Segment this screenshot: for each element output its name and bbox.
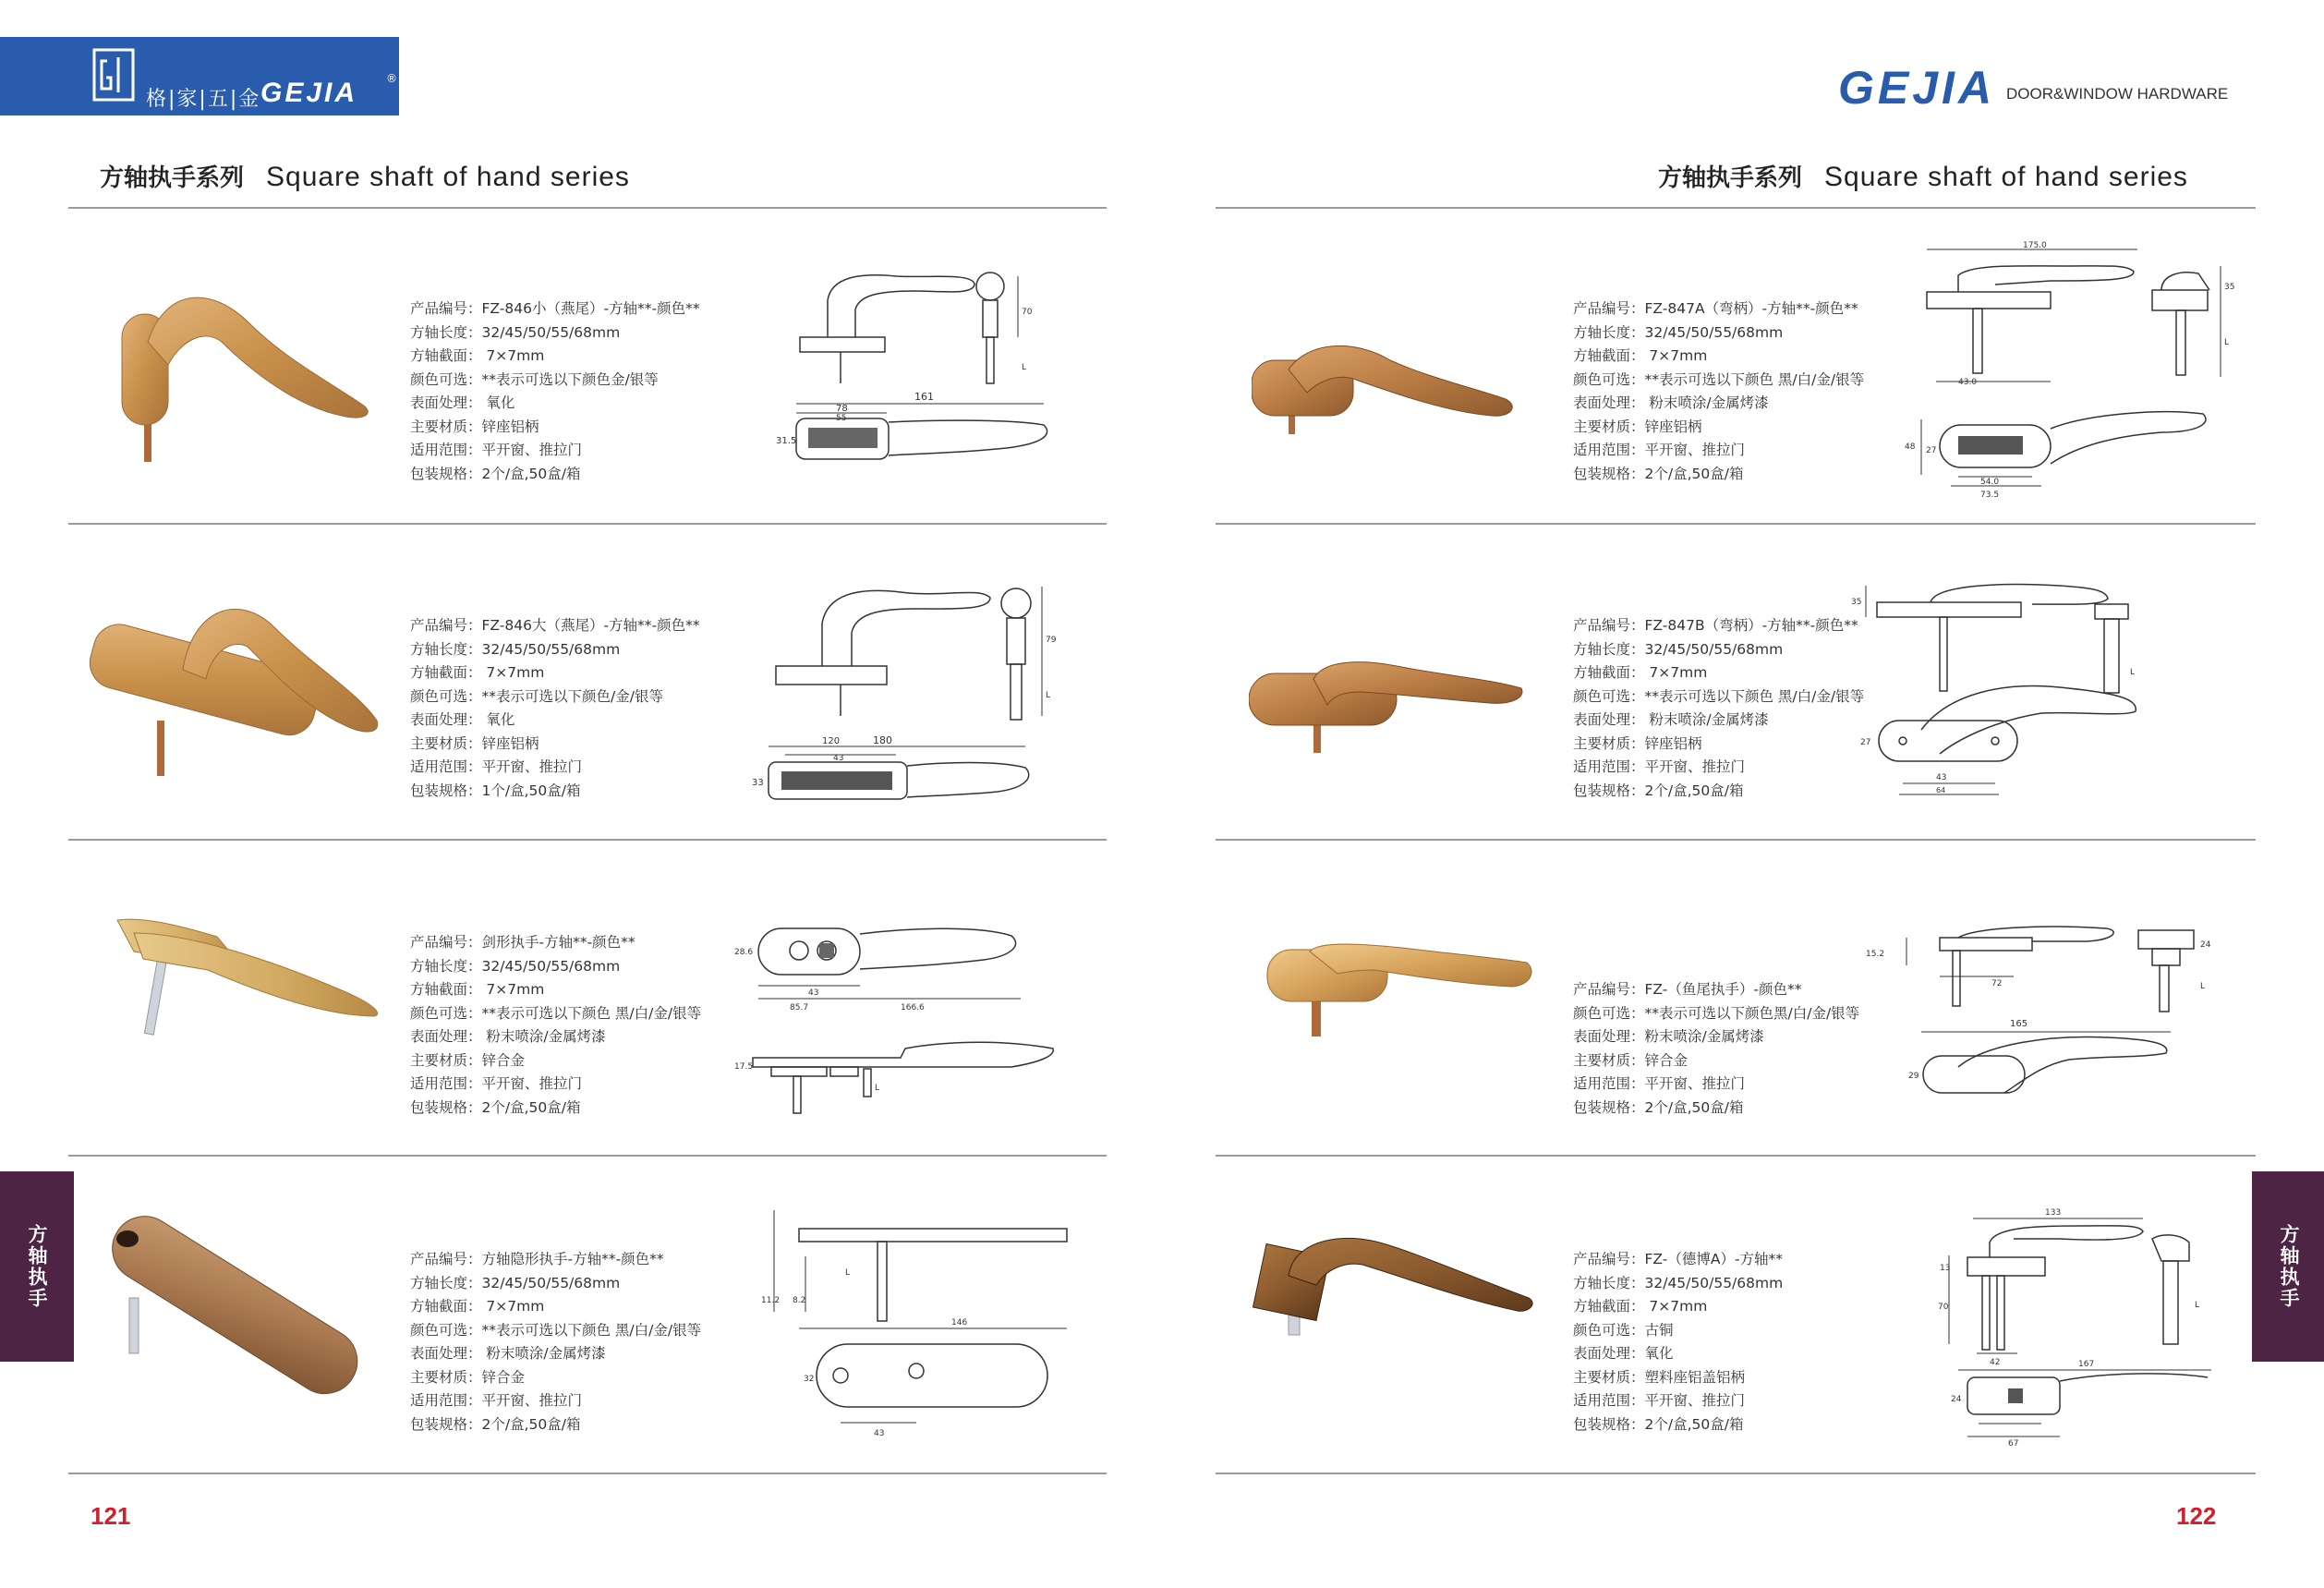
spec-line: 适用范围：平开窗、推拉门 bbox=[410, 1075, 583, 1092]
spec-line: 方轴长度：32/45/50/55/68mm bbox=[1573, 640, 1784, 658]
spec-line: 产品编号：FZ-847B（弯柄）-方轴**-颜色** bbox=[1573, 617, 1858, 634]
dim-label: 180 bbox=[873, 734, 892, 746]
spec-line: 产品编号：剑形执手-方轴**-颜色** bbox=[410, 934, 635, 951]
divider bbox=[68, 1473, 1107, 1474]
series-title-en: Square shaft of hand series bbox=[266, 162, 630, 192]
dim-label: 32 bbox=[804, 1375, 815, 1384]
dim-label: 29 bbox=[1908, 1072, 1919, 1081]
dim-label: 161 bbox=[914, 391, 934, 403]
spec-line: 产品编号：FZ-846小（燕尾）-方轴**-颜色** bbox=[410, 300, 700, 317]
spec-line: 适用范围：平开窗、推拉门 bbox=[1573, 1075, 1746, 1092]
dim-label: 166.6 bbox=[901, 1003, 925, 1012]
spec-line: 方轴长度：32/45/50/55/68mm bbox=[1573, 323, 1784, 341]
spec-line: 方轴长度：32/45/50/55/68mm bbox=[410, 640, 621, 658]
series-title-right bbox=[1658, 159, 2188, 193]
dim-label: 13 bbox=[1940, 1264, 1951, 1273]
dim-label: 24 bbox=[1951, 1395, 1962, 1404]
spec-line: 主要材质：锌座铝柄 bbox=[410, 418, 539, 435]
technical-drawing-846-small bbox=[767, 263, 1071, 476]
spec-line: 适用范围：平开窗、推拉门 bbox=[1573, 1392, 1746, 1409]
divider bbox=[1216, 1155, 2256, 1157]
spec-line: 方轴长度：32/45/50/55/68mm bbox=[1573, 1274, 1784, 1291]
spec-line: 表面处理： 氧化 bbox=[410, 711, 515, 728]
dim-label: 42 bbox=[1990, 1358, 2001, 1367]
spec-line: 包装规格：2个/盒,50盒/箱 bbox=[410, 1098, 581, 1116]
spec-line: 方轴截面： 7×7mm bbox=[410, 981, 545, 998]
side-tab-label: 方轴执手 bbox=[2278, 1224, 2300, 1309]
dim-label: 35 bbox=[1851, 598, 1862, 607]
dim-label: L bbox=[2224, 338, 2230, 347]
dim-label: 70 bbox=[1938, 1303, 1949, 1312]
dim-label: 146 bbox=[951, 1318, 968, 1327]
spec-line: 主要材质：锌座铝柄 bbox=[1573, 418, 1702, 435]
product-photo-846-small bbox=[111, 277, 388, 462]
dim-label: 11.2 bbox=[761, 1296, 781, 1305]
dim-label: L bbox=[2195, 1301, 2200, 1310]
side-tab-label: 方轴执手 bbox=[26, 1224, 48, 1309]
dim-label: L bbox=[1046, 691, 1051, 700]
dim-label: L bbox=[2200, 982, 2206, 991]
spec-line: 颜色可选：**表示可选以下颜色/金/银等 bbox=[410, 687, 663, 705]
dim-label: L bbox=[845, 1268, 851, 1278]
dim-label: 167 bbox=[2078, 1360, 2095, 1369]
spec-line: 方轴截面： 7×7mm bbox=[410, 664, 545, 681]
dim-label: 133 bbox=[2045, 1208, 2062, 1218]
spec-line: 适用范围：平开窗、推拉门 bbox=[1573, 758, 1746, 775]
spec-line: 方轴长度：32/45/50/55/68mm bbox=[410, 1274, 621, 1291]
dim-label: 48 bbox=[1905, 442, 1916, 452]
spec-line: 方轴截面： 7×7mm bbox=[1573, 664, 1708, 681]
spec-line: 表面处理：粉末喷涂/金属烤漆 bbox=[1573, 1028, 1764, 1045]
dim-label: 73.5 bbox=[1980, 491, 2000, 500]
spec-line: 产品编号：方轴隐形执手-方轴**-颜色** bbox=[410, 1251, 664, 1267]
spec-line: 主要材质：锌座铝柄 bbox=[410, 734, 539, 752]
dim-label: 78 bbox=[836, 404, 848, 414]
technical-drawing-846-large bbox=[748, 577, 1062, 804]
spec-list bbox=[410, 1248, 701, 1436]
spec-line: 表面处理：氧化 bbox=[1573, 1345, 1674, 1362]
divider bbox=[68, 523, 1107, 525]
brand-cn: 格|家|五|金 bbox=[146, 88, 261, 111]
dim-label: 24 bbox=[2200, 940, 2211, 950]
product-photo-fishtail bbox=[1264, 933, 1541, 1044]
spec-line: 方轴截面： 7×7mm bbox=[410, 347, 545, 364]
dim-label: 175.0 bbox=[2023, 241, 2047, 250]
spec-line: 适用范围：平开窗、推拉门 bbox=[1573, 442, 1746, 458]
series-title-left bbox=[100, 159, 630, 193]
product-photo-847A bbox=[1252, 333, 1519, 443]
spec-line: 颜色可选：**表示可选以下颜色 黑/白/金/银等 bbox=[1573, 687, 1865, 705]
spec-line: 方轴长度：32/45/50/55/68mm bbox=[410, 323, 621, 341]
divider bbox=[1216, 523, 2256, 525]
dim-label: L bbox=[875, 1084, 880, 1093]
spec-line: 产品编号：FZ-847A（弯柄）-方轴**-颜色** bbox=[1573, 300, 1858, 317]
spec-line: 产品编号：FZ-（德博A）-方轴** bbox=[1573, 1251, 1784, 1267]
product-photo-847B bbox=[1249, 651, 1526, 762]
technical-drawing-sword-handle bbox=[734, 919, 1067, 1122]
dim-label: L bbox=[1022, 363, 1027, 372]
series-title-cn: 方轴执手系列 bbox=[100, 164, 245, 192]
dim-label: 27 bbox=[1926, 446, 1937, 455]
dim-label: 35 bbox=[2224, 283, 2235, 292]
dim-label: 79 bbox=[1046, 636, 1057, 645]
spec-line: 方轴长度：32/45/50/55/68mm bbox=[410, 957, 621, 975]
spec-line: 颜色可选：**表示可选以下颜色金/银等 bbox=[410, 370, 659, 388]
spec-line: 方轴截面： 7×7mm bbox=[410, 1298, 545, 1315]
product-photo-846-large bbox=[81, 591, 386, 785]
divider bbox=[1216, 1473, 2256, 1474]
product-photo-debo-A bbox=[1252, 1233, 1538, 1344]
spec-line: 包装规格：2个/盒,50盒/箱 bbox=[410, 465, 581, 482]
spec-line: 表面处理： 粉末喷涂/金属烤漆 bbox=[1573, 711, 1769, 728]
dim-label: 120 bbox=[822, 736, 841, 746]
divider bbox=[68, 1155, 1107, 1157]
side-tab-right bbox=[2252, 1171, 2324, 1362]
dim-label: 72 bbox=[1991, 979, 2003, 988]
spec-line: 方轴截面： 7×7mm bbox=[1573, 1298, 1708, 1315]
spec-line: 主要材质：塑料座铝盖铝柄 bbox=[1573, 1368, 1746, 1386]
dim-label: 55 bbox=[836, 414, 847, 423]
dim-label: 43 bbox=[833, 754, 844, 763]
divider bbox=[68, 207, 1107, 209]
spec-line: 主要材质：锌合金 bbox=[410, 1368, 526, 1386]
series-title-en: Square shaft of hand series bbox=[1824, 162, 2188, 192]
series-title-cn: 方轴执手系列 bbox=[1658, 164, 1803, 192]
spec-line: 表面处理： 粉末喷涂/金属烤漆 bbox=[410, 1345, 606, 1362]
spec-line: 包装规格：2个/盒,50盒/箱 bbox=[1573, 782, 1744, 799]
dim-label: 64 bbox=[1936, 786, 1946, 794]
spec-line: 颜色可选：**表示可选以下颜色 黑/白/金/银等 bbox=[410, 1004, 702, 1022]
dim-label: 165 bbox=[2010, 1019, 2028, 1029]
spec-line: 产品编号：FZ-846大（燕尾）-方轴**-颜色** bbox=[410, 617, 700, 634]
dim-label: 15.2 bbox=[1866, 950, 1885, 959]
dim-label: 8.2 bbox=[793, 1296, 806, 1305]
technical-drawing-847B bbox=[1847, 573, 2161, 804]
spec-line: 表面处理： 粉末喷涂/金属烤漆 bbox=[1573, 394, 1769, 411]
dim-label: 43 bbox=[1936, 773, 1947, 782]
spec-line: 主要材质：锌合金 bbox=[1573, 1051, 1689, 1069]
technical-drawing-fishtail bbox=[1866, 919, 2245, 1113]
spec-list bbox=[410, 931, 701, 1120]
dim-label: 33 bbox=[752, 778, 764, 788]
product-photo-hidden-handle bbox=[92, 1215, 369, 1400]
page-number-right: 122 bbox=[2176, 1502, 2217, 1530]
spec-line: 颜色可选：古铜 bbox=[1573, 1321, 1674, 1339]
spec-line: 颜色可选：**表示可选以下颜色 黑/白/金/银等 bbox=[1573, 370, 1865, 388]
dim-label: 85.7 bbox=[790, 1003, 809, 1012]
spec-list bbox=[1573, 614, 1864, 803]
dim-label: L bbox=[2130, 668, 2136, 677]
side-tab-left bbox=[0, 1171, 74, 1362]
spec-line: 包装规格：2个/盒,50盒/箱 bbox=[1573, 1415, 1744, 1433]
brand-tagline: DOOR&WINDOW HARDWARE bbox=[2006, 85, 2229, 103]
divider bbox=[1216, 839, 2256, 841]
product-photo-sword-handle bbox=[106, 915, 393, 1044]
spec-line: 产品编号：FZ-（鱼尾执手）-颜色** bbox=[1573, 981, 1802, 998]
page-number-left: 121 bbox=[91, 1502, 131, 1530]
dim-label: 67 bbox=[2008, 1439, 2019, 1449]
dim-label: 70 bbox=[1022, 308, 1033, 317]
dim-label: 43 bbox=[874, 1429, 885, 1438]
spec-line: 主要材质：锌合金 bbox=[410, 1051, 526, 1069]
technical-drawing-hidden-handle bbox=[757, 1201, 1090, 1455]
divider bbox=[68, 839, 1107, 841]
registered-mark: ® bbox=[386, 72, 397, 85]
dim-label: 27 bbox=[1860, 738, 1871, 747]
brand-en: GEJIA bbox=[260, 78, 358, 108]
spec-line: 主要材质：锌座铝柄 bbox=[1573, 734, 1702, 752]
spec-list bbox=[410, 297, 700, 486]
spec-list bbox=[410, 614, 700, 803]
spec-line: 方轴截面： 7×7mm bbox=[1573, 347, 1708, 364]
spec-list bbox=[1573, 978, 1859, 1120]
brand-bar bbox=[0, 37, 399, 115]
spec-line: 表面处理： 粉末喷涂/金属烤漆 bbox=[410, 1028, 606, 1045]
spec-list bbox=[1573, 1248, 1783, 1436]
dim-label: 54.0 bbox=[1980, 478, 2000, 487]
dim-label: 17.5 bbox=[734, 1062, 754, 1072]
dim-label: 28.6 bbox=[734, 948, 754, 957]
gejia-logo-icon bbox=[92, 48, 135, 102]
spec-line: 适用范围：平开窗、推拉门 bbox=[410, 1392, 583, 1409]
dim-label: 43.0 bbox=[1958, 378, 1978, 387]
spec-line: 颜色可选：**表示可选以下颜色 黑/白/金/银等 bbox=[410, 1321, 702, 1339]
technical-drawing-847A bbox=[1884, 238, 2254, 506]
spec-line: 颜色可选：**表示可选以下颜色黑/白/金/银等 bbox=[1573, 1004, 1860, 1022]
dim-label: 31.5 bbox=[776, 436, 797, 446]
spec-list bbox=[1573, 297, 1864, 486]
spec-line: 包装规格：2个/盒,50盒/箱 bbox=[1573, 1098, 1744, 1116]
spec-line: 适用范围：平开窗、推拉门 bbox=[410, 442, 583, 458]
spec-line: 包装规格：2个/盒,50盒/箱 bbox=[410, 1415, 581, 1433]
spec-line: 表面处理： 氧化 bbox=[410, 394, 515, 411]
divider bbox=[1216, 207, 2256, 209]
spec-line: 适用范围：平开窗、推拉门 bbox=[410, 758, 583, 775]
brand-logo: GEJIA bbox=[1838, 62, 1996, 114]
spec-line: 包装规格：1个/盒,50盒/箱 bbox=[410, 782, 581, 799]
dim-label: 43 bbox=[808, 988, 819, 998]
spec-line: 包装规格：2个/盒,50盒/箱 bbox=[1573, 465, 1744, 482]
technical-drawing-debo-A bbox=[1894, 1206, 2226, 1450]
